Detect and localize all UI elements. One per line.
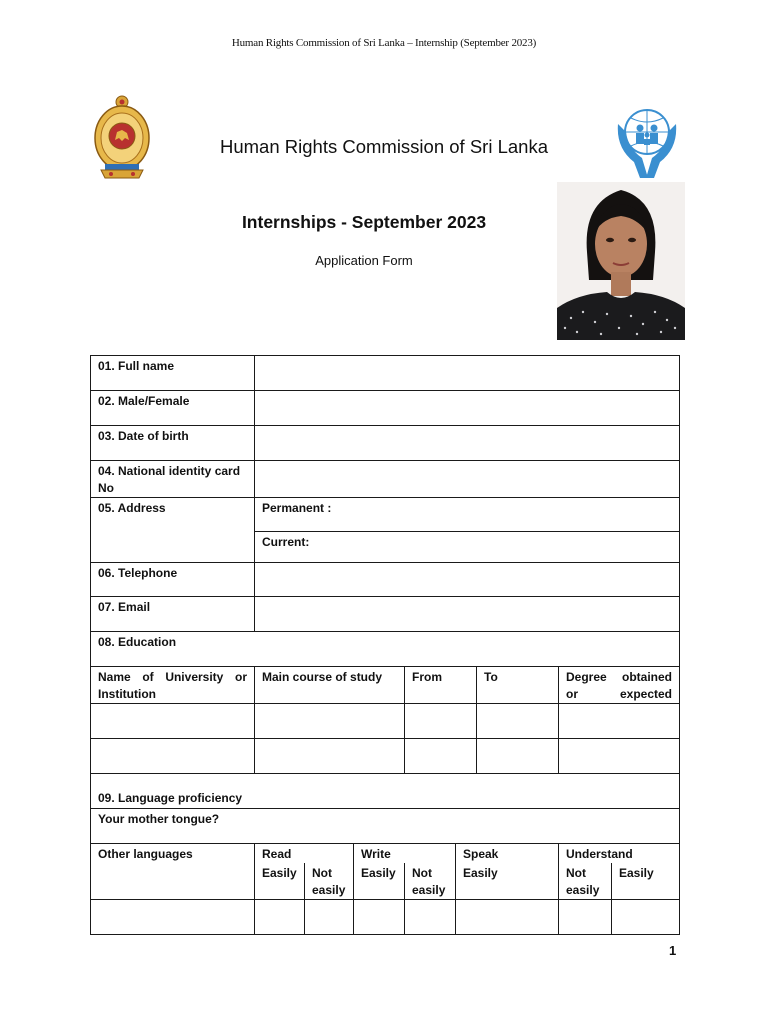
edu-course-cell[interactable] bbox=[255, 739, 405, 774]
write-not-easily-header: Not easily bbox=[405, 863, 456, 900]
edu-to-cell[interactable] bbox=[477, 739, 559, 774]
write-easily-cell[interactable] bbox=[354, 900, 405, 935]
language-section-heading: 09. Language proficiency bbox=[91, 774, 680, 809]
edu-degree-cell[interactable] bbox=[559, 704, 680, 739]
permanent-address-field[interactable]: Permanent : bbox=[255, 498, 680, 532]
write-header: Write bbox=[354, 844, 456, 864]
education-section-heading: 08. Education bbox=[91, 632, 680, 667]
speak-header: Speak bbox=[456, 844, 559, 864]
edu-to-cell[interactable] bbox=[477, 704, 559, 739]
gender-field[interactable] bbox=[255, 391, 680, 426]
edu-institution-cell[interactable] bbox=[91, 704, 255, 739]
speak-easily-cell[interactable] bbox=[456, 900, 559, 935]
write-not-easily-cell[interactable] bbox=[405, 900, 456, 935]
understand-easily-cell[interactable] bbox=[612, 900, 680, 935]
read-header: Read bbox=[255, 844, 354, 864]
form-subtitle: Application Form bbox=[315, 253, 413, 268]
page-title: Internships - September 2023 bbox=[241, 212, 487, 232]
read-not-easily-cell[interactable] bbox=[305, 900, 354, 935]
telephone-field[interactable] bbox=[255, 563, 680, 597]
address-label: 05. Address bbox=[91, 498, 255, 563]
applicant-photo bbox=[557, 182, 685, 340]
other-languages-header: Other languages bbox=[91, 844, 255, 900]
page-number: 1 bbox=[669, 943, 677, 958]
read-not-easily-header: Not easily bbox=[305, 863, 354, 900]
full-name-field[interactable] bbox=[255, 356, 680, 391]
other-language-cell[interactable] bbox=[91, 900, 255, 935]
speak-easily-header: Easily bbox=[456, 863, 559, 900]
edu-degree-cell[interactable] bbox=[559, 739, 680, 774]
edu-to-header: To bbox=[477, 667, 559, 704]
edu-course-header: Main course of study bbox=[255, 667, 405, 704]
edu-from-cell[interactable] bbox=[405, 739, 477, 774]
nic-field[interactable] bbox=[255, 461, 680, 498]
edu-institution-cell[interactable] bbox=[91, 739, 255, 774]
read-easily-cell[interactable] bbox=[255, 900, 305, 935]
edu-degree-header: Degree obtained or expected bbox=[559, 667, 680, 704]
dob-label: 03. Date of birth bbox=[91, 426, 255, 461]
email-label: 07. Email bbox=[91, 597, 255, 632]
read-easily-header: Easily bbox=[255, 863, 305, 900]
running-header: Human Rights Commission of Sri Lanka – Internship (September 2023) bbox=[231, 37, 537, 49]
application-form-table bbox=[90, 355, 680, 935]
edu-institution-header: Name of University or Institution bbox=[91, 667, 255, 704]
current-address-field[interactable]: Current: bbox=[255, 532, 680, 563]
edu-from-cell[interactable] bbox=[405, 704, 477, 739]
edu-from-header: From bbox=[405, 667, 477, 704]
speak-not-easily-cell[interactable] bbox=[559, 900, 612, 935]
speak-not-easily-header: Not easily bbox=[559, 863, 612, 900]
understand-easily-header: Easily bbox=[612, 863, 680, 900]
email-field[interactable] bbox=[255, 597, 680, 632]
write-easily-header: Easily bbox=[354, 863, 405, 900]
nic-label: 04. National identity card No bbox=[91, 461, 255, 498]
organization-name: Human Rights Commission of Sri Lanka bbox=[220, 136, 548, 157]
understand-header: Understand bbox=[559, 844, 680, 864]
mother-tongue-field[interactable]: Your mother tongue? bbox=[91, 809, 680, 844]
edu-course-cell[interactable] bbox=[255, 704, 405, 739]
telephone-label: 06. Telephone bbox=[91, 563, 255, 597]
gender-label: 02. Male/Female bbox=[91, 391, 255, 426]
dob-field[interactable] bbox=[255, 426, 680, 461]
full-name-label: 01. Full name bbox=[91, 356, 255, 391]
